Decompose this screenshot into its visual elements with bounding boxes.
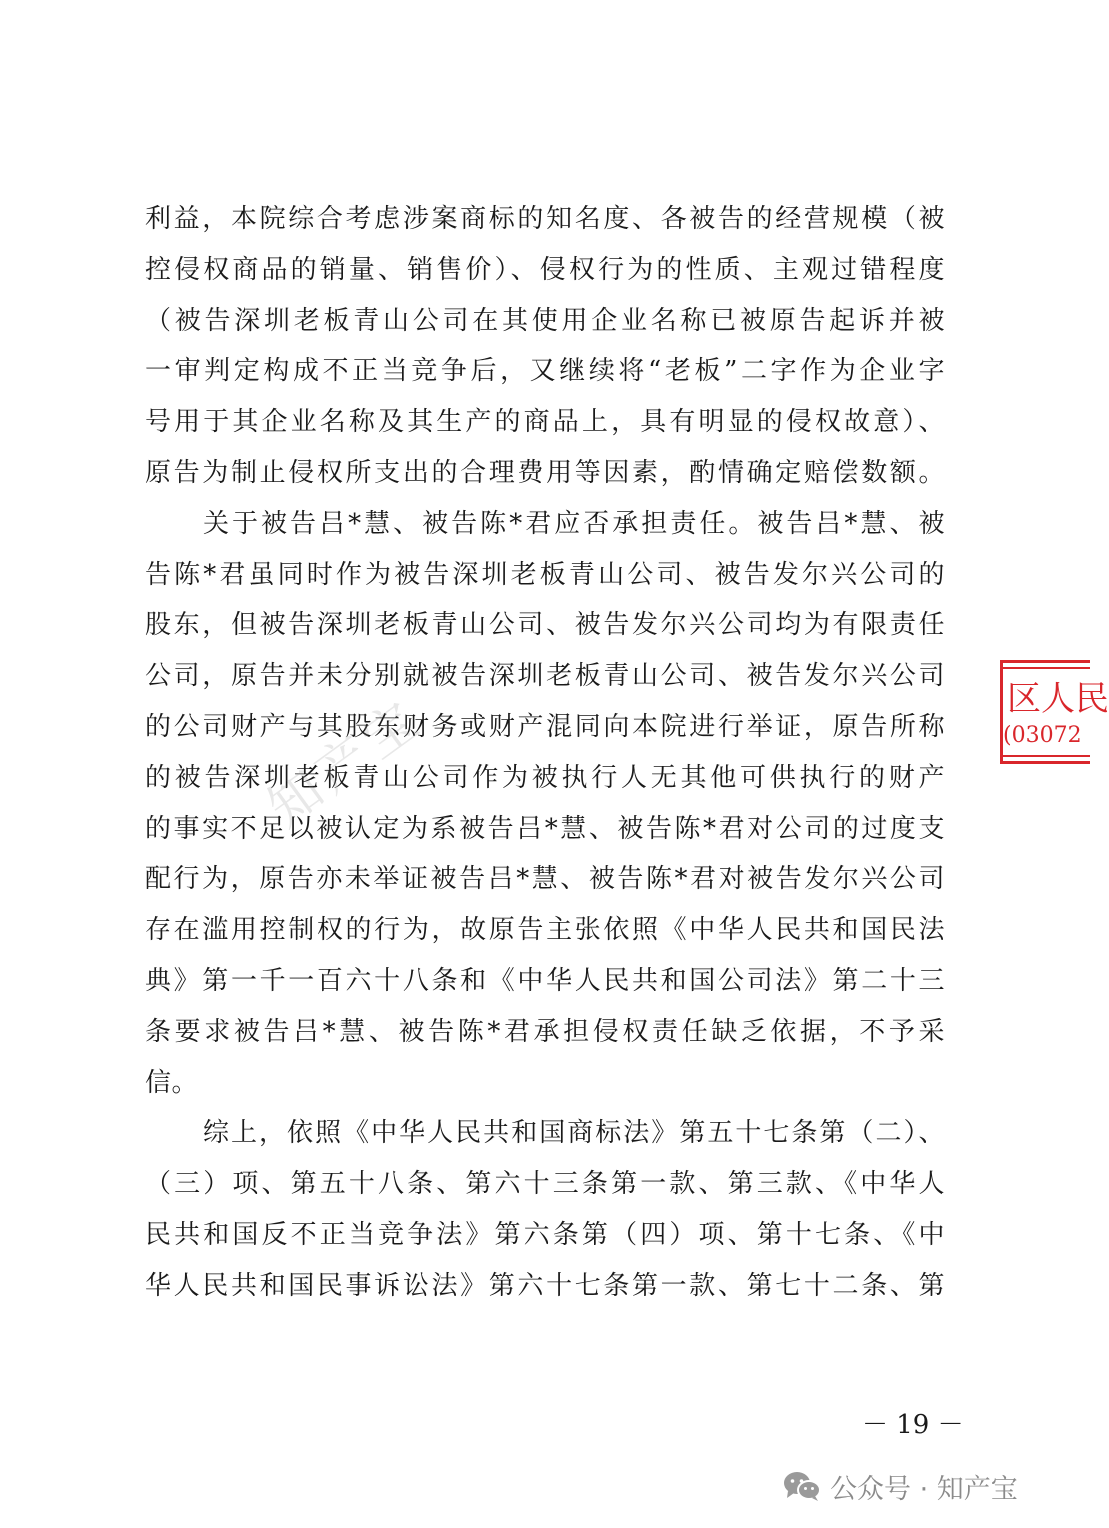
footer-source xyxy=(782,1466,1018,1506)
watermark: 知产宝 xyxy=(257,688,434,840)
court-seal-stamp xyxy=(1000,660,1109,764)
text-line: 股东，但被告深圳老板青山公司、被告发尔兴公司均为有限责任 xyxy=(145,610,945,641)
text-line: 信。 xyxy=(145,1067,199,1098)
text-line: 华人民共和国民事诉讼法》第六十七条第一款、第七十二条、第 xyxy=(145,1270,945,1301)
seal-text-upper: 区人民 xyxy=(1007,679,1109,719)
text-line: 原告为制止侵权所支出的合理费用等因素，酌情确定赔偿数额。 xyxy=(145,457,945,488)
wechat-icon xyxy=(782,1469,822,1503)
text-line: 综上，依照《中华人民共和国商标法》第五十七条第（二）、 xyxy=(203,1118,945,1149)
text-line: 典》第一千一百六十八条和《中华人民共和国公司法》第二十三 xyxy=(145,965,945,996)
text-line: 号用于其企业名称及其生产的商品上，具有明显的侵权故意）、 xyxy=(145,407,945,438)
text-line: （被告深圳老板青山公司在其使用企业名称已被原告起诉并被 xyxy=(145,305,945,336)
text-line: 民共和国反不正当竞争法》第六条第（四）项、第十七条、《中 xyxy=(145,1219,945,1250)
seal-text-lower: (03072 xyxy=(1003,723,1082,748)
text-line: 的事实不足以被认定为系被告吕*慧、被告陈*君对公司的过度支 xyxy=(145,813,945,844)
text-line: 存在滥用控制权的行为，故原告主张依照《中华人民共和国民法 xyxy=(145,915,945,946)
text-line: 一审判定构成不正当竞争后，又继续将“老板”二字作为企业字 xyxy=(145,356,945,387)
text-line: 条要求被告吕*慧、被告陈*君承担侵权责任缺乏依据，不予采 xyxy=(145,1016,945,1047)
text-line: 的被告深圳老板青山公司作为被执行人无其他可供执行的财产 xyxy=(145,762,945,793)
text-line: 利益，本院综合考虑涉案商标的知名度、各被告的经营规模（被 xyxy=(145,204,945,234)
judgment-text xyxy=(145,194,945,1312)
text-line: 的公司财产与其股东财务或财产混同向本院进行举证，原告所称 xyxy=(145,711,945,742)
text-line: 配行为，原告亦未举证被告吕*慧、被告陈*君对被告发尔兴公司 xyxy=(145,864,945,895)
text-line: （三）项、第五十八条、第六十三条第一款、第三款、《中华人 xyxy=(145,1169,945,1200)
footer-label: 公众号 · 知产宝 xyxy=(830,1473,1018,1505)
page-number: － 19 － xyxy=(862,1410,964,1440)
text-line: 告陈*君虽同时作为被告深圳老板青山公司、被告发尔兴公司的 xyxy=(145,559,945,590)
text-line: 关于被告吕*慧、被告陈*君应否承担责任。被告吕*慧、被 xyxy=(203,508,945,539)
text-line: 公司，原告并未分别就被告深圳老板青山公司、被告发尔兴公司 xyxy=(145,661,945,692)
text-line: 控侵权商品的销量、销售价）、侵权行为的性质、主观过错程度 xyxy=(145,254,945,285)
